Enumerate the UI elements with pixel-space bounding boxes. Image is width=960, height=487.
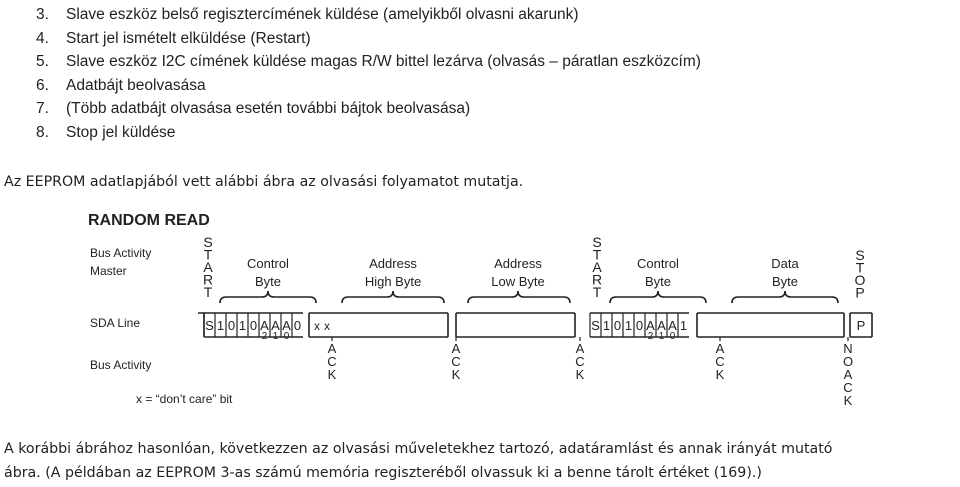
- address-subscript-2: 0: [669, 331, 676, 342]
- restart-letter: T: [592, 284, 602, 300]
- start-letter: T: [203, 284, 213, 300]
- dont-care-bit: x: [324, 319, 330, 333]
- control-byte-2-bit: 0: [613, 318, 622, 333]
- address-subscript-2: 2: [647, 331, 654, 342]
- control-byte-1-bit: 0: [227, 318, 236, 333]
- group-brace: [732, 291, 838, 303]
- ack-2-letter: C: [451, 354, 461, 369]
- dont-care-legend: x = “don’t care” bit: [136, 392, 233, 406]
- start-letter: S: [203, 234, 213, 250]
- group-label-line1: Data: [771, 256, 799, 271]
- group-label-line2: High Byte: [364, 274, 422, 289]
- control-byte-1-bit: A: [260, 318, 269, 333]
- step-item: 8. Stop jel küldése: [36, 123, 176, 141]
- group-brace: [220, 291, 316, 303]
- group-brace: [610, 291, 706, 303]
- control-byte-2-bit: 1: [602, 318, 611, 333]
- diagram-content: [88, 212, 872, 408]
- control-byte-1-bit: A: [271, 318, 280, 333]
- stop-letter: T: [855, 259, 865, 276]
- outro-paragraph-line1: A korábbi ábrához hasonlóan, következzen az olvasási műveletekhez tartozó, adatáramlást és annak irányát mutató: [4, 441, 833, 457]
- group-label-line2: Byte: [644, 274, 672, 289]
- group-label-line1: Address: [369, 256, 417, 271]
- group-label-line1: Control: [637, 256, 679, 271]
- control-byte-2-bit: 1: [679, 318, 688, 333]
- address-subscript: 1: [272, 331, 279, 342]
- random-read-diagram: [80, 205, 880, 420]
- control-byte-2-bit: A: [668, 318, 677, 333]
- sda-start-edge: [198, 313, 204, 337]
- sda-line-label: SDA Line: [90, 316, 141, 330]
- address-subscript: 2: [261, 331, 268, 342]
- intro-paragraph: Az EEPROM adatlapjából vett alábbi ábra az olvasási folyamatot mutatja.: [4, 174, 524, 190]
- master-label: Master: [90, 264, 127, 278]
- stop-letter: S: [855, 247, 865, 263]
- group-label-line2: Byte: [771, 274, 799, 289]
- group-label-line2: Byte: [254, 274, 282, 289]
- noack-letter: N: [843, 341, 853, 356]
- restart-letter: S: [592, 234, 602, 250]
- control-byte-2-bit: S: [591, 318, 600, 333]
- control-byte-2-bit: 0: [635, 318, 644, 333]
- step-item: 6. Adatbájt beolvasása: [36, 76, 206, 94]
- group-label-line2: Low Byte: [491, 274, 545, 289]
- group-brace: [342, 291, 444, 303]
- control-byte-1-bit: S: [205, 318, 214, 333]
- control-byte-1-bit: 1: [238, 318, 247, 333]
- restart-letter: R: [591, 271, 603, 288]
- restart-letter: A: [592, 259, 602, 275]
- ack-4-letter: A: [715, 341, 725, 356]
- numbered-steps: [36, 3, 701, 145]
- control-byte-2-bit: A: [657, 318, 666, 333]
- ack-1-letter: C: [327, 354, 337, 369]
- noack-letter: O: [842, 354, 854, 369]
- diagram-title: RANDOM READ: [88, 212, 210, 229]
- stop-letter: P: [855, 284, 865, 301]
- stop-p: P: [856, 318, 866, 333]
- restart-letter: T: [592, 246, 602, 263]
- control-byte-2-bit: 1: [624, 318, 633, 333]
- step-item: 7. (Több adatbájt olvasása esetén további bájtok beolvasása): [36, 100, 471, 118]
- ack-3-letter: K: [575, 367, 585, 382]
- control-byte-2-bit: A: [646, 318, 655, 333]
- step-item: 3. Slave eszköz belső regisztercímének küldése (amelyikből olvasni akarunk): [36, 6, 579, 23]
- bus-activity-label: Bus Activity: [90, 246, 152, 260]
- control-byte-1-bit: 1: [216, 318, 225, 333]
- ack-2-letter: A: [451, 341, 461, 356]
- address-subscript: 0: [283, 331, 290, 342]
- ack-2-letter: K: [451, 367, 461, 382]
- ack-1-letter: A: [327, 341, 337, 356]
- group-label-line1: Control: [247, 256, 289, 271]
- dont-care-bit: x: [314, 319, 320, 333]
- step-item: 5. Slave eszköz I2C címének küldése magas R/W bittel lezárva (olvasás – páratlan eszközcím): [36, 53, 701, 71]
- ack-3-letter: A: [575, 341, 585, 356]
- bus-activity-slave-label: Bus Activity: [90, 358, 152, 372]
- ack-3-letter: C: [575, 354, 585, 369]
- control-byte-1-bit: A: [282, 318, 291, 333]
- control-byte-1-bit: 0: [293, 318, 302, 333]
- group-label-line1: Address: [494, 256, 542, 271]
- noack-letter: K: [843, 393, 853, 408]
- noack-letter: A: [843, 367, 853, 382]
- start-letter: T: [203, 246, 213, 263]
- ack-1-letter: K: [327, 367, 337, 382]
- stop-letter: O: [854, 272, 866, 288]
- ack-4-letter: C: [715, 354, 725, 369]
- control-byte-1-bit: 0: [249, 318, 258, 333]
- step-item: 4. Start jel ismételt elküldése (Restart): [36, 29, 311, 47]
- noack-letter: C: [843, 380, 853, 395]
- outro-paragraph-line2: ábra. (A példában az EEPROM 3-as számú memória regiszteréből olvassuk ki a benne tárolt értéket (169).): [4, 465, 762, 481]
- start-letter: A: [203, 259, 213, 275]
- group-brace: [468, 291, 570, 303]
- address-subscript-2: 1: [658, 331, 665, 342]
- ack-4-letter: K: [715, 367, 725, 382]
- start-letter: R: [202, 271, 214, 288]
